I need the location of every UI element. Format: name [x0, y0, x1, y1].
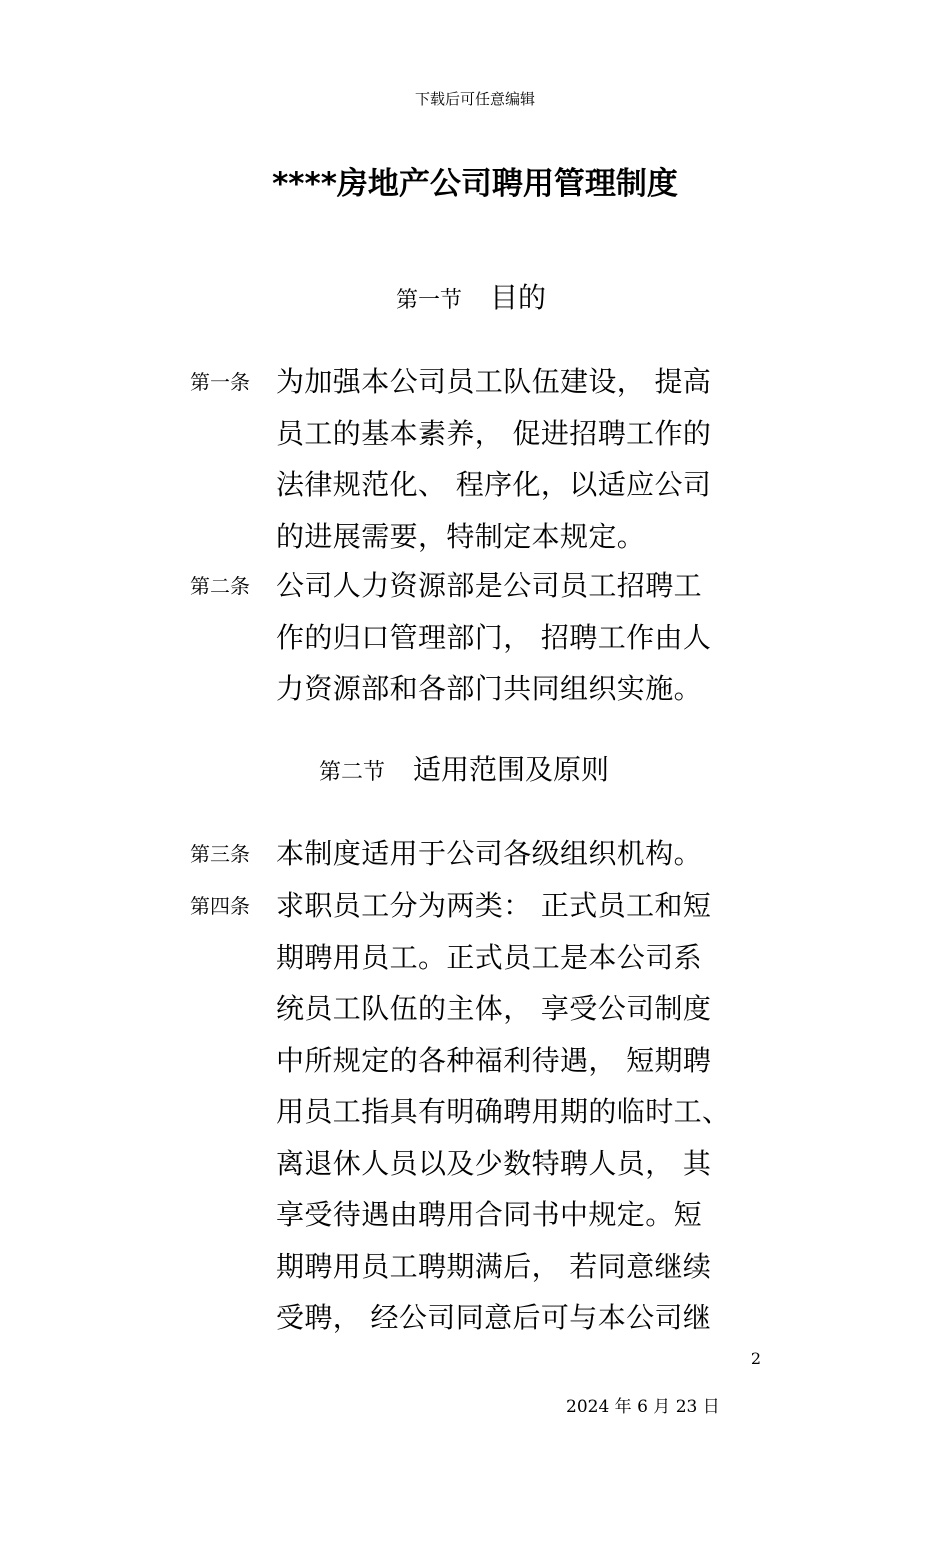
article-text — [276, 880, 730, 1344]
text-line: 求职员工分为两类： 正式员工和短 — [276, 889, 712, 922]
section-number: 第二节 — [319, 760, 386, 785]
section-heading-2 — [319, 748, 609, 788]
section-name: 适用范围及原则 — [413, 753, 610, 786]
article-text — [276, 356, 711, 562]
section-name: 目的 — [490, 281, 547, 314]
text-line: 中所规定的各种福利待遇， 短期聘 — [276, 1043, 712, 1077]
text-line: 公司人力资源部是公司员工招聘工 — [276, 569, 703, 602]
text-line: 本制度适用于公司各级组织机构。 — [276, 837, 703, 870]
document-title: ****房地产公司聘用管理制度 — [272, 166, 678, 202]
text-line: 为加强本公司员工队伍建设， 提高 — [276, 365, 712, 398]
text-line: 法律规范化、 程序化，以适应公司 — [276, 468, 712, 501]
document-date: 2024 年 6 月 23 日 — [566, 1397, 720, 1417]
section-number: 第一节 — [396, 288, 463, 313]
text-line: 用员工指具有明确聘用期的临时工、 — [276, 1095, 731, 1128]
header-note: 下载后可任意编辑 — [414, 90, 535, 108]
article-label: 第三条 — [190, 842, 250, 866]
article-text — [276, 828, 702, 880]
text-line: 期聘用员工。正式员工是本公司系 — [276, 940, 703, 974]
article-label: 第一条 — [190, 370, 250, 394]
text-line: 离退休人员以及少数特聘人员， 其 — [276, 1146, 712, 1180]
page-number: 2 — [750, 1349, 762, 1368]
text-line: 作的归口管理部门， 招聘工作由人 — [276, 620, 712, 654]
text-line: 力资源部和各部门共同组织实施。 — [276, 672, 703, 705]
text-line: 员工的基本素养， 促进招聘工作的 — [276, 416, 712, 450]
text-line: 期聘用员工聘期满后， 若同意继续 — [276, 1249, 712, 1283]
text-line: 受聘， 经公司同意后可与本公司继 — [276, 1301, 712, 1334]
text-line: 统员工队伍的主体， 享受公司制度 — [276, 992, 712, 1025]
text-line: 享受待遇由聘用合同书中规定。短 — [276, 1198, 703, 1231]
text-line: 的进展需要，特制定本规定。 — [276, 519, 646, 553]
article-text — [276, 560, 711, 715]
section-heading-1 — [396, 276, 546, 316]
article-label: 第二条 — [190, 574, 250, 598]
article-label: 第四条 — [190, 894, 250, 918]
